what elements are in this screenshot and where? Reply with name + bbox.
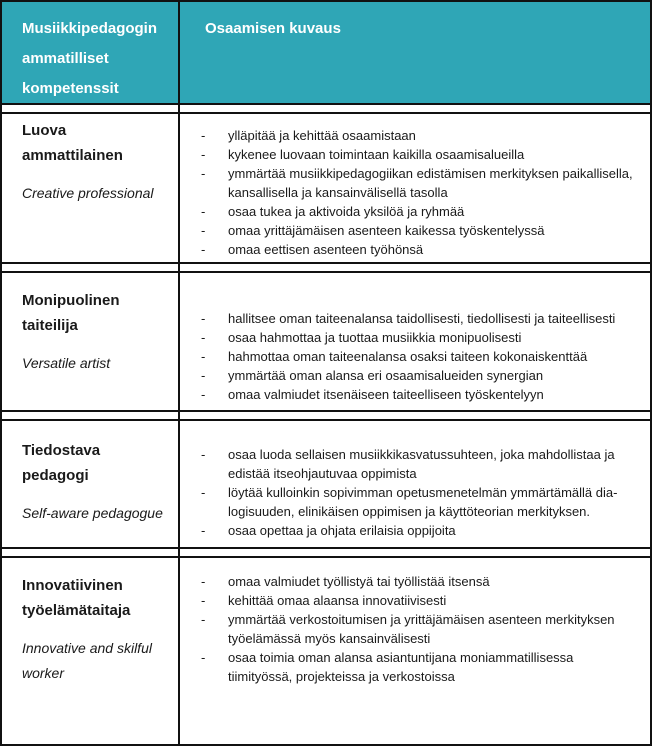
- dash-marker: -: [201, 485, 206, 500]
- dash-marker: -: [201, 650, 206, 665]
- bullet-text: ymmärtää oman alansa eri osaamisalueiden synergian: [228, 368, 544, 383]
- bullet-item: [201, 347, 640, 366]
- dash-marker: -: [201, 523, 206, 538]
- bullet-item: [201, 366, 640, 385]
- bullet-item: [201, 240, 640, 259]
- dash-marker: -: [201, 349, 206, 364]
- bullet-text: osaa toimia oman alansa asiantuntijana moniammatillisessa tiimityössä, projekteissa ja verkostoissa: [228, 650, 574, 684]
- bullet-text: löytää kulloinkin sopivimman opetusmenetelmän ymmärtämällä dia-logisuuden, elinikäisen oppimisen ja käyttöteorian merkityksen.: [228, 485, 618, 519]
- bullet-item: [201, 445, 640, 483]
- dash-marker: -: [201, 368, 206, 383]
- dash-marker: -: [201, 447, 206, 462]
- header-cell-description: Osaamisen kuvaus: [205, 20, 341, 37]
- dash-marker: -: [201, 311, 206, 326]
- table-row-versatile-artist: [0, 271, 652, 412]
- row-gap: [0, 264, 652, 271]
- bullet-item: [201, 309, 640, 328]
- dash-marker: -: [201, 128, 206, 143]
- bullet-text: hahmottaa oman taiteenalansa osaksi taiteen kokonaiskenttää: [228, 349, 588, 364]
- description-cell: [180, 114, 650, 262]
- dash-marker: -: [201, 330, 206, 345]
- bullet-item: [201, 145, 640, 164]
- dash-marker: -: [201, 593, 206, 608]
- dash-marker: -: [201, 204, 206, 219]
- row-gap: [0, 549, 652, 556]
- header-cell-competences: Musiikkipedagogin ammatilliset kompetenssit: [2, 2, 180, 103]
- competence-title-fi: Luova ammattilainen: [22, 122, 123, 164]
- bullet-item: [201, 164, 640, 202]
- bullet-item: [201, 483, 640, 521]
- table-row-innovative-worker: [0, 556, 652, 746]
- competence-cell: [2, 421, 180, 547]
- bullet-text: omaa eettisen asenteen työhönsä: [228, 242, 424, 257]
- bullet-item: [201, 221, 640, 240]
- dash-marker: -: [201, 147, 206, 162]
- bullet-item: [201, 521, 640, 540]
- bullet-text: ymmärtää musiikkipedagogiikan edistämisen merkityksen paikallisella, kansallisella ja kansainvälisellä tasolla: [228, 166, 633, 200]
- bullet-text: osaa tukea ja aktivoida yksilöä ja ryhmää: [228, 204, 465, 219]
- row-gap: [0, 105, 652, 112]
- bullet-text: omaa yrittäjämäisen asenteen kaikessa työskentelyssä: [228, 223, 545, 238]
- description-cell: [180, 273, 650, 410]
- competence-cell: [2, 114, 180, 262]
- table-row-self-aware-pedagogue: [0, 419, 652, 549]
- bullet-text: osaa hahmottaa ja tuottaa musiikkia monipuolisesti: [228, 330, 522, 345]
- bullet-text: ymmärtää verkostoitumisen ja yrittäjämäisen asenteen merkityksen työelämässä myös kansainvälisesti: [228, 612, 615, 646]
- bullet-text: omaa valmiudet työllistyä tai työllistää itsensä: [228, 574, 490, 589]
- table-header-row: [0, 0, 652, 105]
- bullet-item: [201, 610, 640, 648]
- bullet-item: [201, 591, 640, 610]
- dash-marker: -: [201, 574, 206, 589]
- bullet-text: kehittää omaa alaansa innovatiivisesti: [228, 593, 447, 608]
- dash-marker: -: [201, 612, 206, 627]
- competence-title-fi: Tiedostava pedagogi: [22, 442, 101, 484]
- competence-title-en: Versatile artist: [22, 355, 111, 371]
- bullet-text: kykenee luovaan toimintaan kaikilla osaamisalueilla: [228, 147, 525, 162]
- bullet-item: [201, 572, 640, 591]
- dash-marker: -: [201, 242, 206, 257]
- competence-cell: [2, 273, 180, 410]
- row-gap: [0, 412, 652, 419]
- table-row-creative-professional: [0, 112, 652, 264]
- bullet-item: [201, 385, 640, 404]
- bullet-text: osaa opettaa ja ohjata erilaisia oppijoita: [228, 523, 456, 538]
- bullet-item: [201, 126, 640, 145]
- bullet-text: hallitsee oman taiteenalansa taidollisesti, tiedollisesti ja taiteellisesti: [228, 311, 616, 326]
- description-cell: [180, 421, 650, 547]
- bullet-item: [201, 328, 640, 347]
- competence-title-fi: Innovatiivinen työelämätaitaja: [22, 577, 131, 619]
- competence-title-en: Self-aware pedagogue: [22, 505, 163, 521]
- competence-title-en: Creative professional: [22, 185, 154, 201]
- description-cell: [180, 558, 650, 744]
- bullet-item: [201, 202, 640, 221]
- competence-cell: [2, 558, 180, 744]
- bullet-text: omaa valmiudet itsenäiseen taiteelliseen työskentelyyn: [228, 387, 544, 402]
- competence-title-en: Innovative and skilful worker: [22, 640, 152, 681]
- bullet-item: [201, 648, 640, 686]
- dash-marker: -: [201, 223, 206, 238]
- dash-marker: -: [201, 166, 206, 181]
- bullet-text: osaa luoda sellaisen musiikkikasvatussuhteen, joka mahdollistaa ja edistää itseohjautuvaa oppimista: [228, 447, 615, 481]
- dash-marker: -: [201, 387, 206, 402]
- bullet-text: ylläpitää ja kehittää osaamistaan: [228, 128, 416, 143]
- competence-title-fi: Monipuolinen taiteilija: [22, 292, 120, 334]
